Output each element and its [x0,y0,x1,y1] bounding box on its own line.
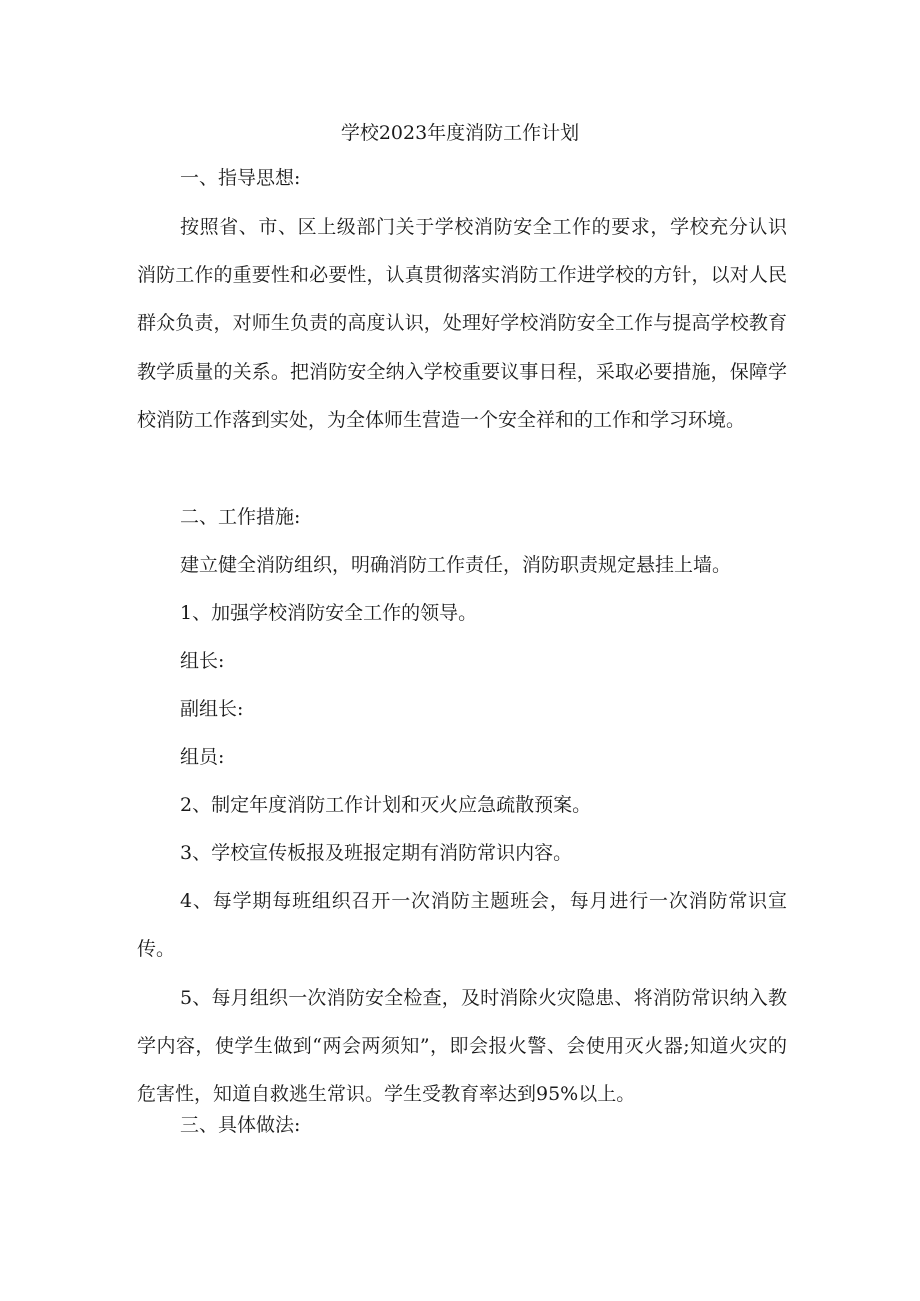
deputy-leader-label: 副组长: [180,698,244,720]
leader-label: 组长: [180,650,225,672]
guiding-ideology-paragraph: 按照省、市、区上级部门关于学校消防安全工作的要求，学校充分认识消防工作的重要性和必要性，认真贯彻落实消防工作进学校的方针，以对人民群众负责，对师生负责的高度认识，处理好学校消防安全工作与提高学校教育教学质量的关系。把消防安全纳入学校重要议事日程，采取必要措施，保障学校消防工作落到实处，为全体师生营造一个安全祥和的工作和学习环境。 [137,216,787,431]
section-heading-specific-methods: 三、具体做法: [180,1114,301,1136]
section-heading-work-measures: 二、工作措施: [180,506,301,528]
list-item-1: 1、加强学校消防安全工作的领导。 [180,602,478,624]
list-item-2: 2、制定年度消防工作计划和灭火应急疏散预案。 [180,794,592,816]
list-item-4: 4、每学期每班组织召开一次消防主题班会，每月进行一次消防常识宣传。 [137,890,787,961]
work-measures-intro: 建立健全消防组织，明确消防工作责任，消防职责规定悬挂上墙。 [180,554,732,576]
list-item-5: 5、每月组织一次消防安全检查，及时消除火灾隐患、将消防常识纳入教学内容，使学生做到“两会两须知”，即会报火警、会使用灭火器;知道火灾的危害性，知道自救逃生常识。学生受教育率达到95%以上。 [137,987,787,1106]
document-title: 学校2023年度消防工作计划 [340,122,580,144]
list-item-3: 3、学校宣传板报及班报定期有消防常识内容。 [180,842,573,864]
member-label: 组员: [180,746,225,768]
section-heading-guiding-ideology: 一、指导思想: [180,167,301,189]
